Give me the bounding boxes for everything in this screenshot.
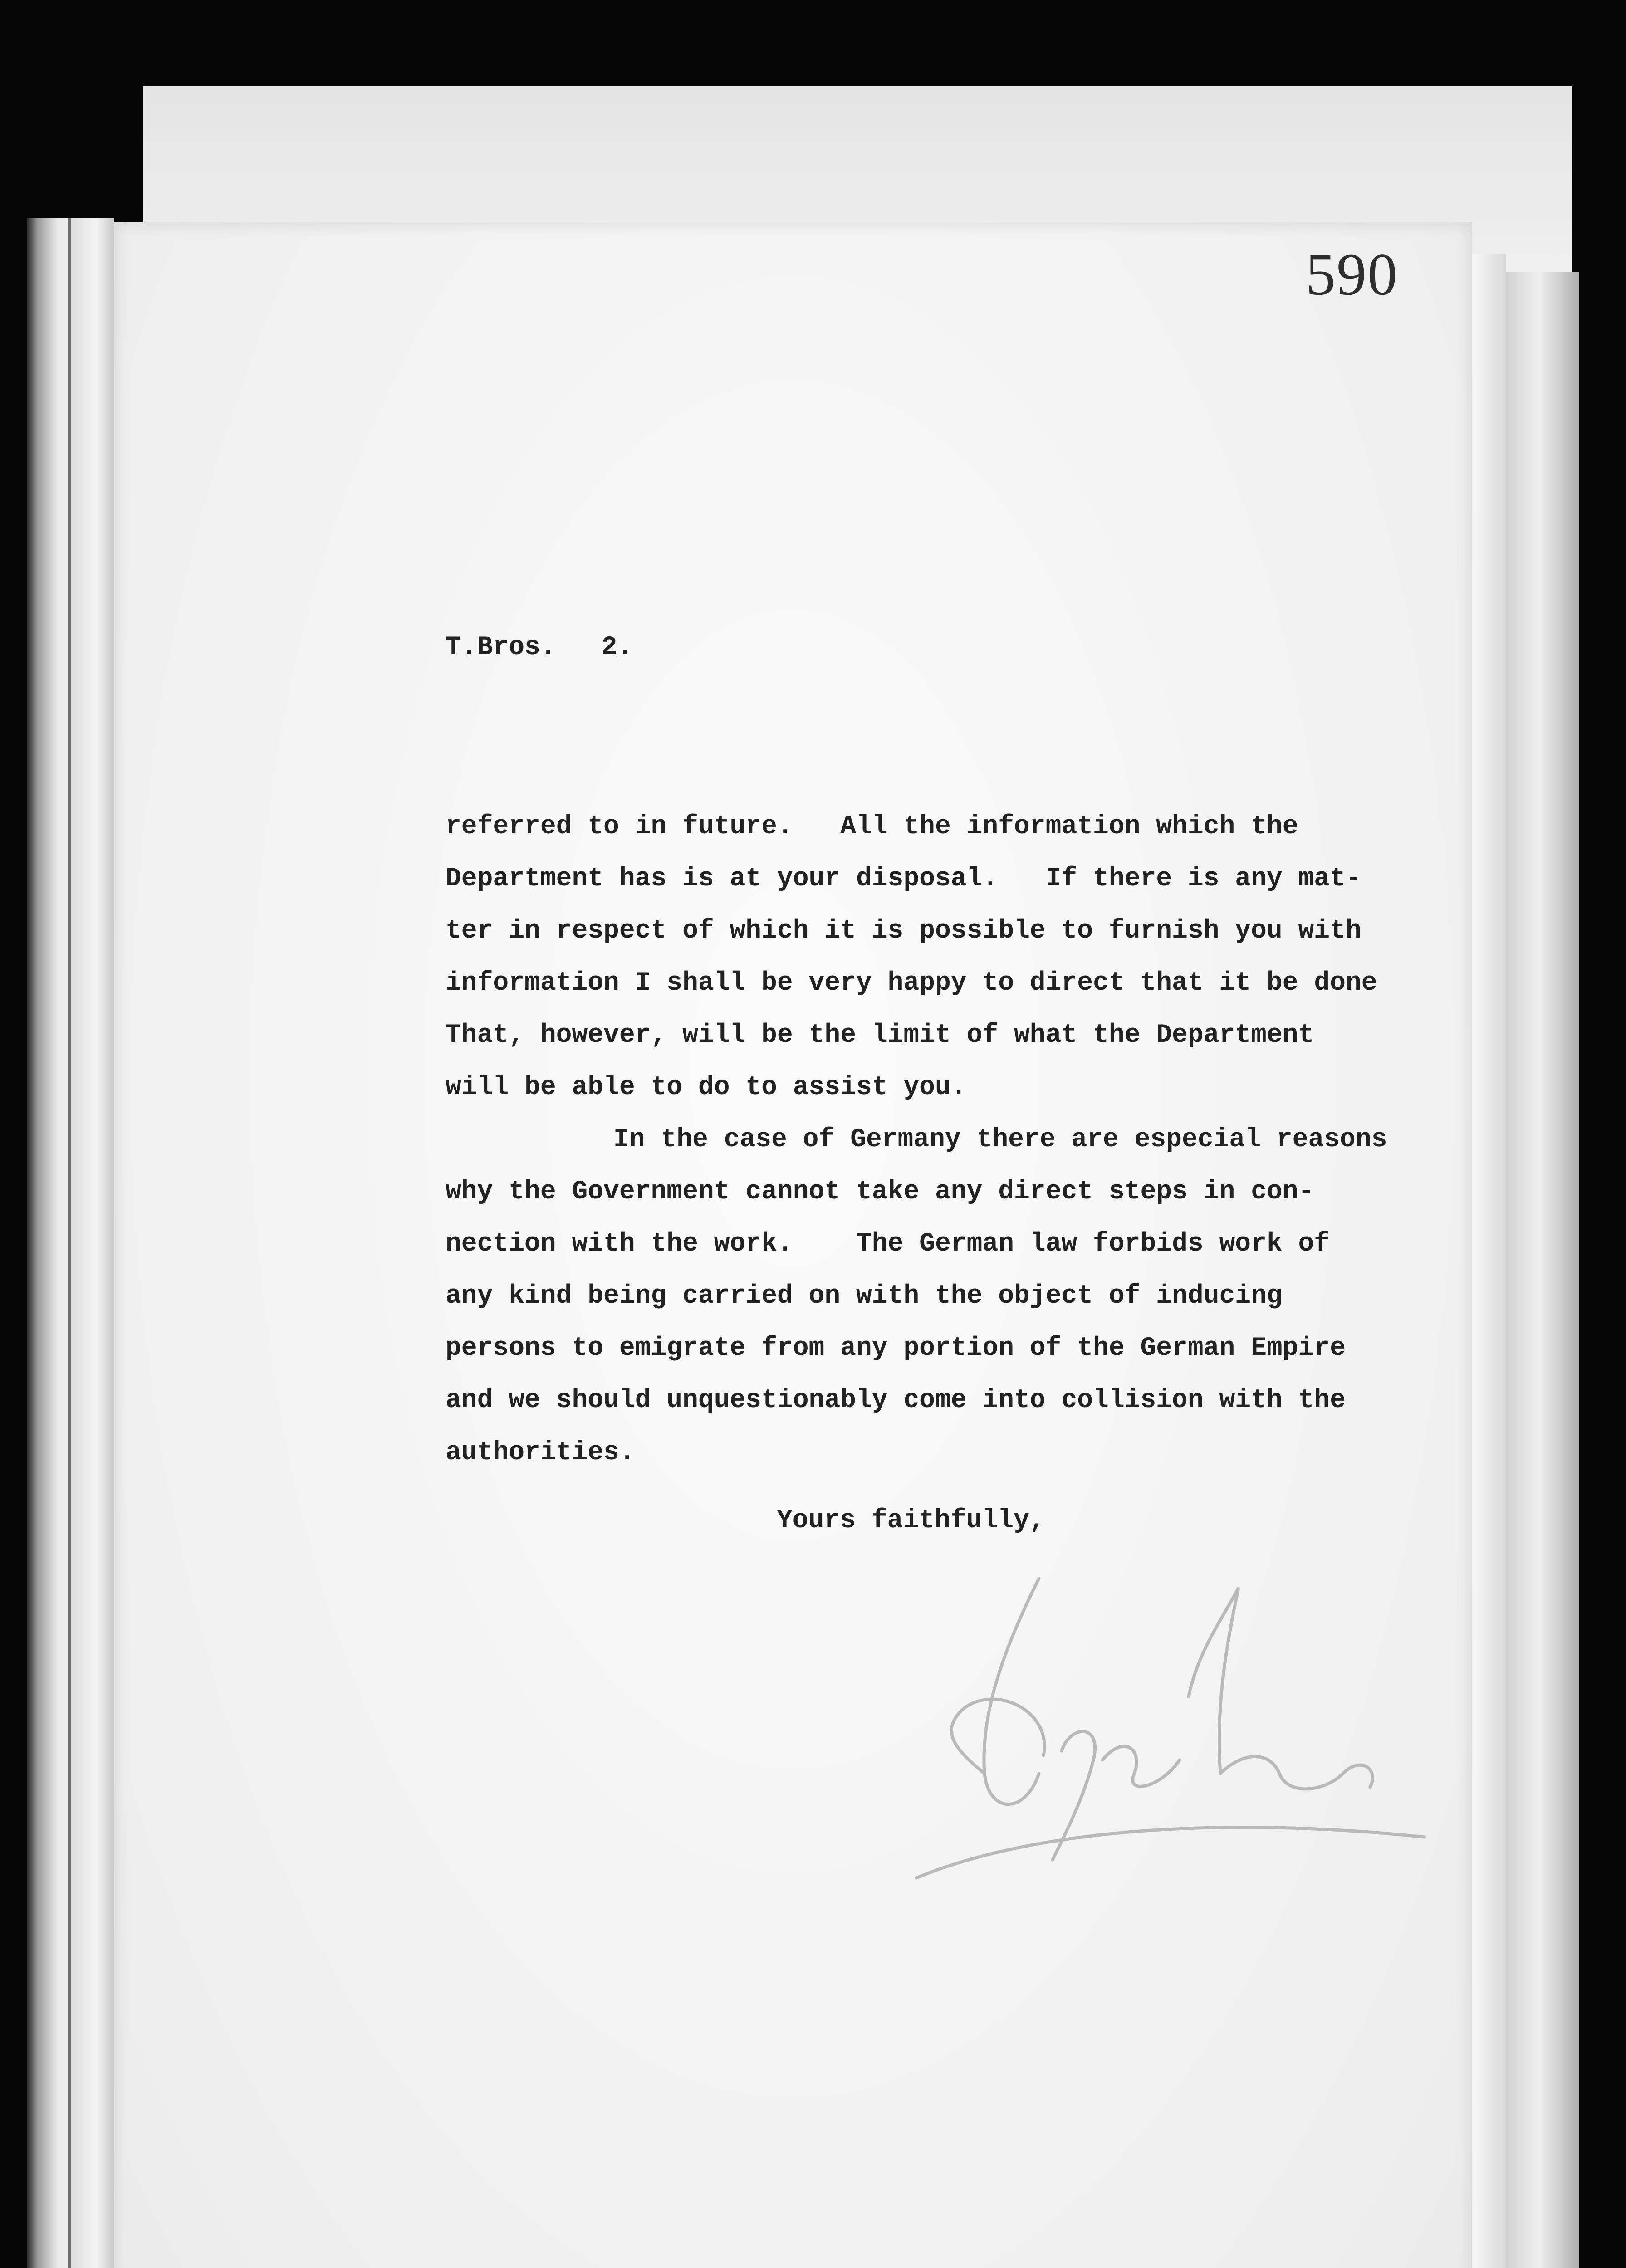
handwritten-signature [889, 1560, 1434, 1905]
header-reference: T.Bros. [446, 633, 556, 662]
letter-body [446, 801, 1387, 1479]
body-line: referred to in future. All the information which the [446, 812, 1298, 841]
body-line: authorities. [446, 1438, 635, 1467]
body-line: any kind being carried on with the object of inducing [446, 1281, 1283, 1311]
body-line: persons to emigrate from any portion of the German Empire [446, 1334, 1346, 1363]
page-number: 590 [1306, 241, 1398, 308]
body-line: ter in respect of which it is possible to furnish you with [446, 916, 1362, 946]
body-line: In the case of Germany there are especial reasons [613, 1125, 1387, 1154]
body-line: Department has is at your disposal. If there is any mat- [446, 864, 1362, 894]
binding-strip-inner [68, 218, 114, 2268]
body-line: will be able to do to assist you. [446, 1073, 967, 1102]
body-line: why the Government cannot take any direct steps in con- [446, 1177, 1314, 1207]
closing-salutation: Yours faithfully, [777, 1506, 1045, 1535]
body-line: and we should unquestionably come into collision with the [446, 1386, 1346, 1415]
body-line: information I shall be very happy to direct that it be done [446, 968, 1377, 998]
body-line: That, however, will be the limit of what the Department [446, 1021, 1314, 1050]
header-page: 2. [601, 633, 633, 662]
body-line: nection with the work. The German law forbids work of [446, 1229, 1330, 1259]
letter-header [446, 633, 633, 662]
